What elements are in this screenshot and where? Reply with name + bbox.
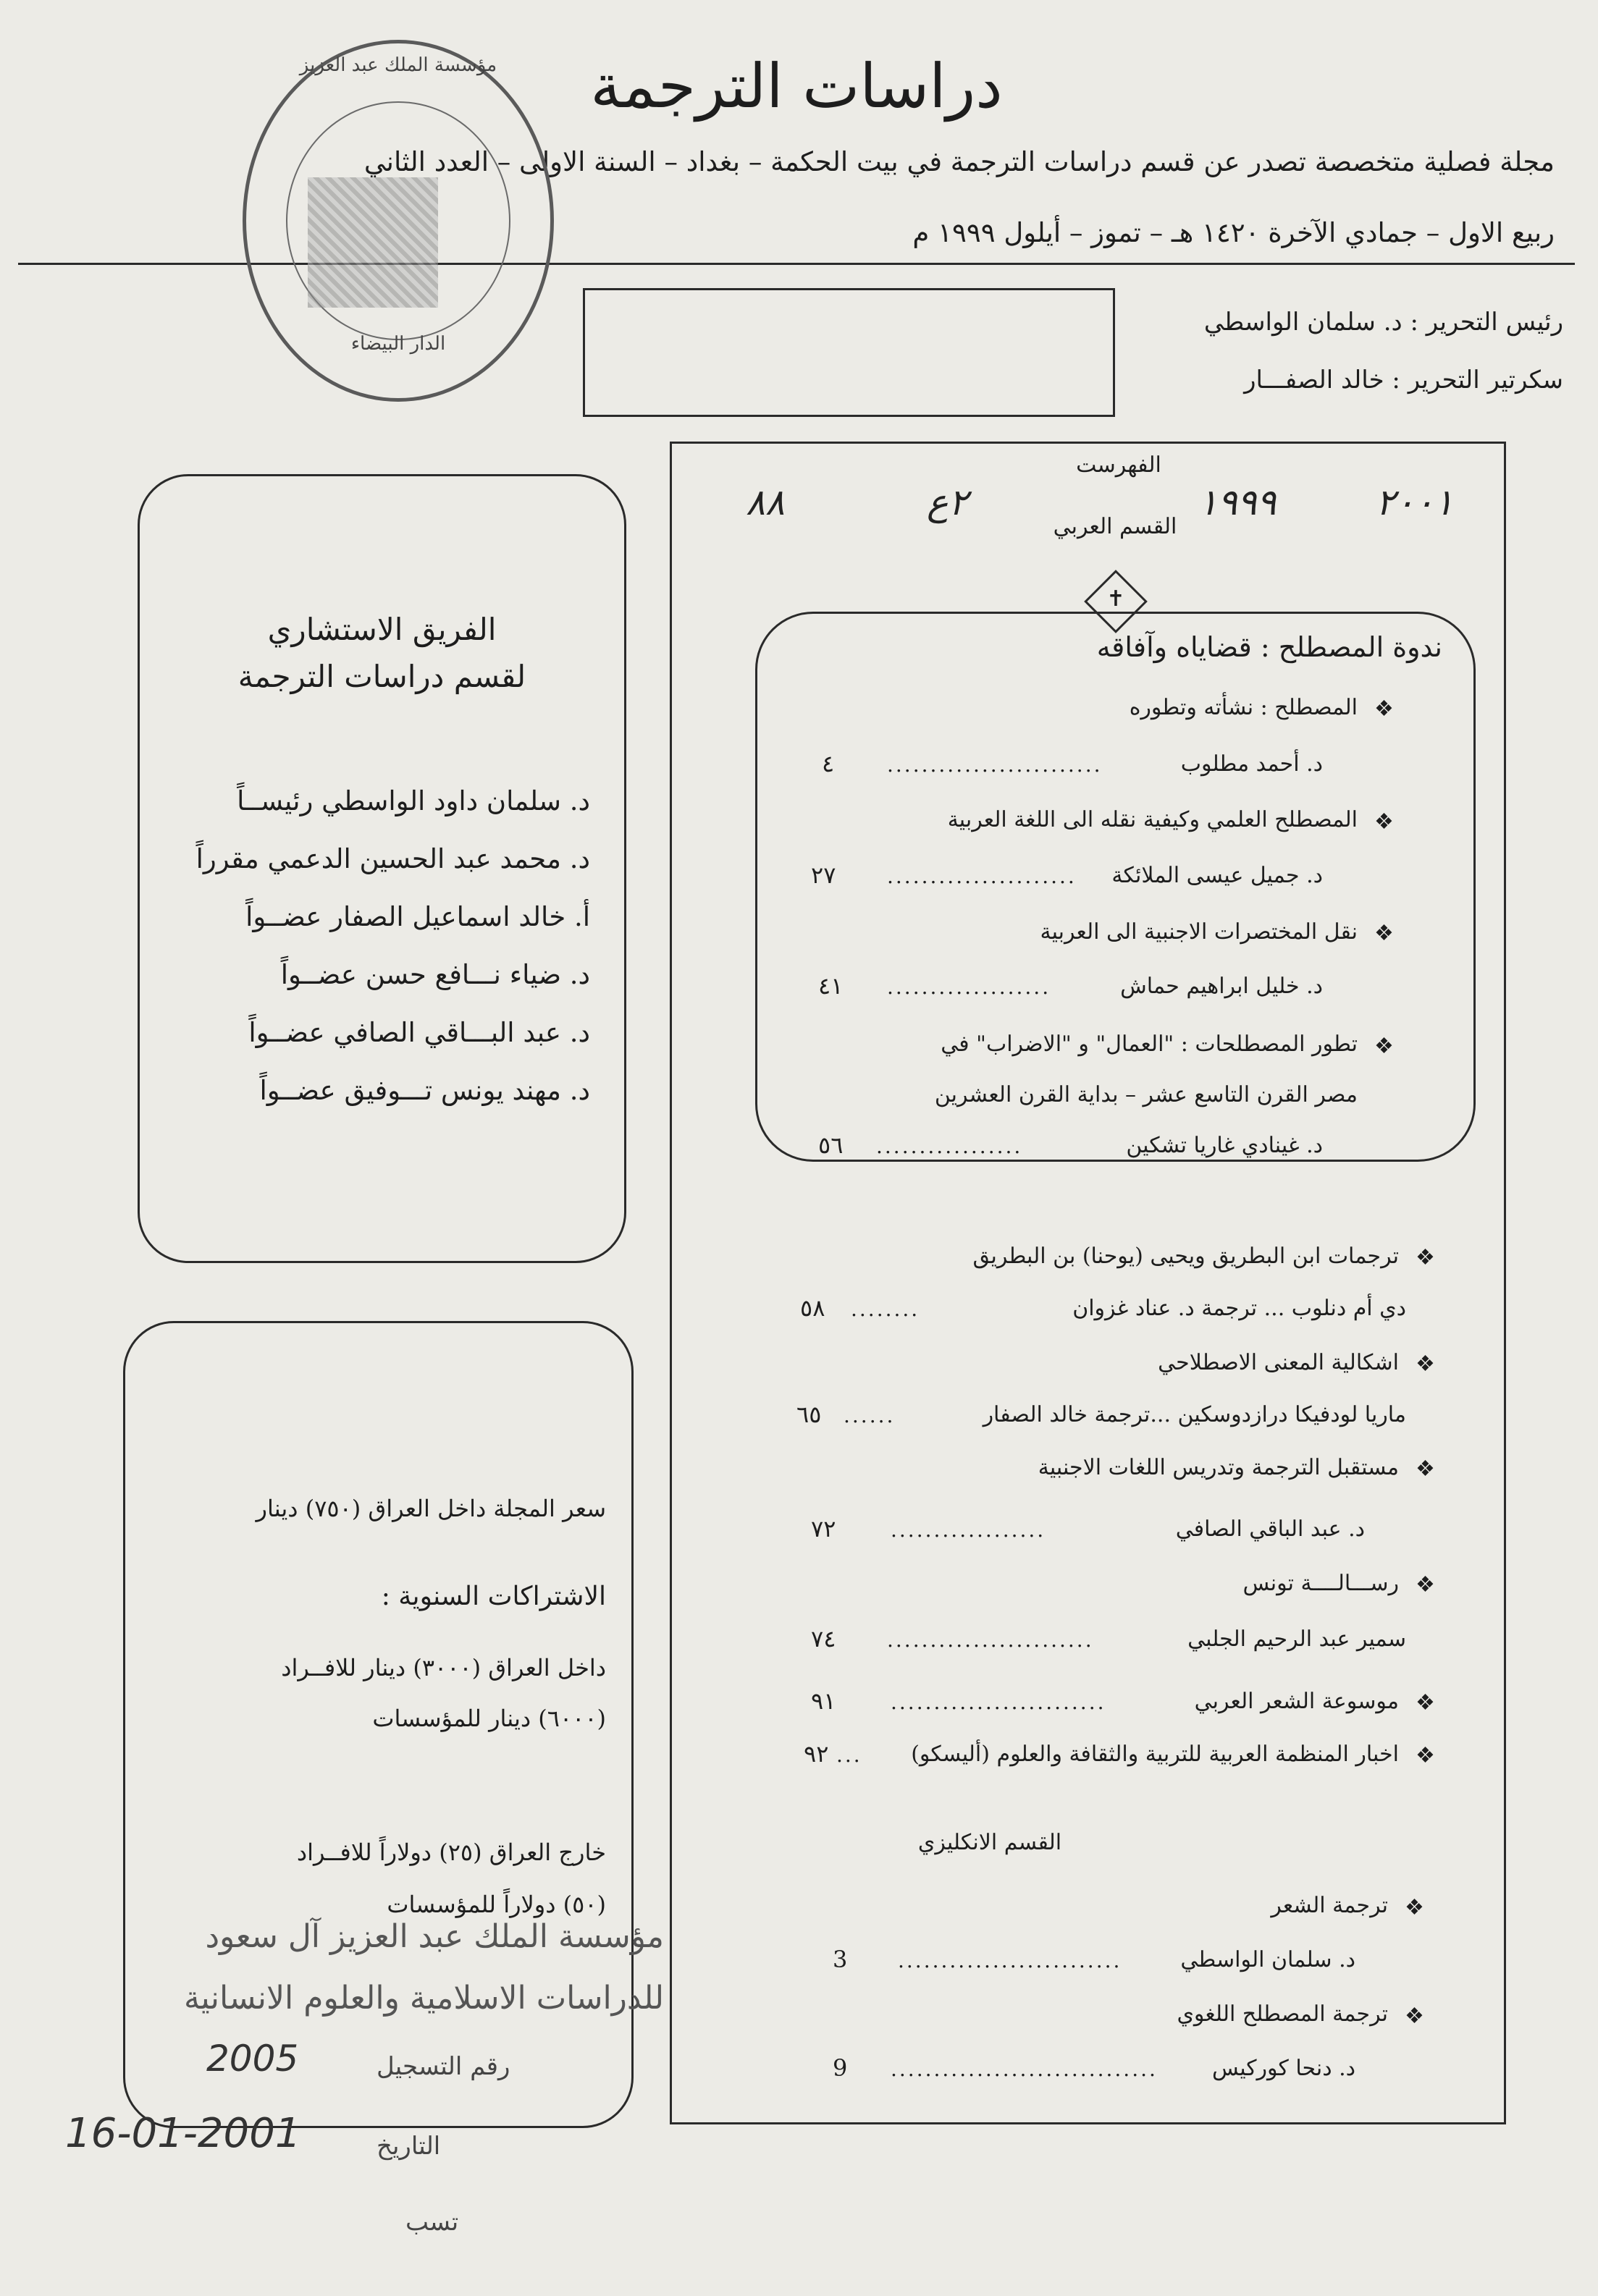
- library-stamp-line: للدراسات الاسلامية والعلوم الانسانية: [183, 1980, 664, 2017]
- advisory-member: د. مهند يونس تـــوفيق عضــواً: [259, 1075, 590, 1106]
- toc-leader: .........................: [887, 753, 1103, 777]
- toc-item-title: رســـالــــة تونس: [1242, 1571, 1399, 1596]
- bullet-icon: ❖: [1416, 1572, 1435, 1598]
- logo-glyph: ✝: [1106, 586, 1125, 612]
- issue-price: سعر المجلة داخل العراق (٧٥٠) دينار: [256, 1495, 606, 1522]
- bullet-icon: ❖: [1374, 1034, 1394, 1059]
- date-label: التاريخ: [377, 2132, 441, 2161]
- toc-item-author: د. دنحا كوركيس: [1211, 2056, 1355, 2081]
- journal-subtitle: مجلة فصلية متخصصة تصدر عن قسم دراسات الترجمة في بيت الحكمة – بغداد – السنة الاولى – العدد الثاني: [363, 146, 1555, 177]
- subscriptions-heading: الاشتراكات السنوية :: [381, 1582, 606, 1611]
- symposium-title: ندوة المصطلح : قضاياه وآفاقه: [1096, 631, 1442, 663]
- bullet-icon: ❖: [1405, 2004, 1424, 2029]
- toc-item-page: ٩١: [811, 1687, 836, 1715]
- accession-date: 16-01-2001: [65, 2110, 301, 2157]
- english-section-label: القسم الانكليزي: [917, 1830, 1062, 1855]
- advisory-member: د. ضياء نـــافع حسن عضــواً: [280, 959, 590, 990]
- toc-item-author: د. أحمد مطلوب: [1180, 751, 1323, 777]
- bullet-icon: ❖: [1405, 1895, 1424, 1920]
- toc-item-title: تطور المصطلحات : "العمال" و "الاضراب" في: [941, 1031, 1358, 1057]
- toc-item-page: ٤: [822, 750, 835, 777]
- toc-item-author: سمير عبد الرحيم الجلبي: [1187, 1626, 1406, 1652]
- toc-leader: ...: [836, 1743, 862, 1767]
- toc-item-author: د. عبد الباقي الصافي: [1175, 1516, 1365, 1542]
- journal-title: دراسات الترجمة: [590, 51, 1003, 122]
- library-stamp-line: مؤسسة الملك عبد العزيز آل سعود: [205, 1918, 664, 1955]
- toc-item-page: ٧٤: [811, 1625, 836, 1653]
- bullet-icon: ❖: [1374, 696, 1394, 722]
- subscription-outside-institutions: (٥٠) دولاراً للمؤسسات: [387, 1891, 606, 1918]
- toc-item-page: 9: [833, 2054, 848, 2082]
- bullet-icon: ❖: [1416, 1245, 1435, 1270]
- toc-item-page: 3: [833, 1946, 848, 1973]
- subscription-inside-individuals: داخل العراق (٣٠٠٠) دينار للافــراد: [281, 1654, 606, 1681]
- toc-item-title: اشكالية المعنى الاصطلاحي: [1158, 1350, 1399, 1375]
- toc-heading: الفهرست: [1076, 452, 1161, 478]
- editor-in-chief: رئيس التحرير : د. سلمان الواسطي: [1203, 308, 1563, 337]
- handwritten-note: ٨٨: [746, 481, 785, 523]
- toc-leader: .................: [876, 1134, 1023, 1158]
- toc-item-author: د. غينادي غاريا تشكين: [1126, 1133, 1323, 1158]
- toc-leader: .........................: [891, 1690, 1106, 1714]
- toc-item-page: ٦٥: [796, 1401, 822, 1428]
- toc-item-author: د. خليل ابراهيم حماش: [1120, 974, 1323, 999]
- toc-item-title: ترجمة الشعر: [1271, 1893, 1388, 1918]
- toc-item-page: ٥٨: [800, 1294, 825, 1322]
- registration-label: رقم التسجيل: [377, 2052, 510, 2081]
- stamp-top-text: مؤسسة الملك عبد العزيز: [299, 54, 497, 76]
- toc-leader: ......................: [887, 864, 1077, 888]
- toc-item-page: ٤١: [818, 972, 844, 1000]
- toc-item-title: المصطلح العلمي وكيفية نقله الى اللغة العربية: [947, 807, 1358, 832]
- toc-item-title: موسوعة الشعر العربي: [1194, 1689, 1399, 1714]
- handwritten-note: ١٩٩٩: [1198, 481, 1277, 523]
- bullet-icon: ❖: [1416, 1456, 1435, 1482]
- handwritten-note: ٢ع: [927, 481, 968, 523]
- subscription-outside-individuals: خارج العراق (٢٥) دولاراً للافــراد: [296, 1839, 606, 1866]
- handwritten-note: ٢٠٠١: [1376, 481, 1454, 523]
- toc-leader: ........................: [887, 1628, 1094, 1652]
- toc-item-title-cont: مصر القرن التاسع عشر – بداية القرن العشرين: [934, 1082, 1358, 1107]
- toc-item-title: مستقبل الترجمة وتدريس اللغات الاجنبية: [1038, 1455, 1399, 1480]
- toc-item-title: اخبار المنظمة العربية للتربية والثقافة والعلوم (أليسكو): [911, 1742, 1399, 1767]
- advisory-member: د. عبد البـــاقي الصافي عضــواً: [248, 1017, 590, 1048]
- toc-item-title: ترجمة المصطلح اللغوي: [1177, 2001, 1388, 2027]
- toc-item-page: ٩٢: [804, 1740, 829, 1768]
- toc-leader: ......: [844, 1404, 896, 1427]
- editorial-secretary: سكرتير التحرير : خالد الصفـــار: [1244, 366, 1563, 394]
- toc-item-author: د. جميل عيسى الملائكة: [1111, 863, 1323, 888]
- toc-leader: ...................: [887, 975, 1051, 999]
- advisory-member: د. محمد عبد الحسين الدعمي مقرراً: [195, 843, 590, 874]
- advisory-title: الفريق الاستشاري: [267, 612, 497, 647]
- stamp-extra-label: تسب: [405, 2208, 459, 2237]
- issue-date: ربيع الاول – جمادي الآخرة ١٤٢٠ هـ – تموز – أيلول ١٩٩٩ م: [912, 217, 1555, 248]
- toc-item-title: ترجمات ابن البطريق ويحيى (يوحنا) بن البطريق: [972, 1244, 1399, 1269]
- toc-item-title: المصطلح : نشأته وتطوره: [1129, 695, 1358, 720]
- advisory-member: د. سلمان داود الواسطي رئيســاً: [237, 785, 590, 816]
- bullet-icon: ❖: [1374, 809, 1394, 835]
- toc-item-page: ٥٦: [818, 1131, 844, 1159]
- toc-leader: ...............................: [891, 2057, 1158, 2081]
- editors-box: [583, 288, 1115, 417]
- bullet-icon: ❖: [1374, 921, 1394, 946]
- stamp-emblem-icon: [308, 177, 438, 308]
- toc-item-translator: دي أم دنلوب ... ترجمة د. عناد غزوان: [1072, 1296, 1406, 1321]
- advisory-subtitle: لقسم دراسات الترجمة: [237, 659, 526, 694]
- stamp-bottom-text: الدار البيضاء: [350, 333, 446, 355]
- toc-leader: ........: [851, 1297, 920, 1321]
- registration-number: 2005: [206, 2038, 299, 2080]
- toc-item-author: د. سلمان الواسطي: [1180, 1947, 1355, 1972]
- toc-item-translator: ماريا لودفيكا درازدوسكين ...ترجمة خالد الصفار: [983, 1402, 1406, 1427]
- toc-leader: ..........................: [898, 1949, 1122, 1972]
- bullet-icon: ❖: [1416, 1690, 1435, 1715]
- toc-item-title: نقل المختصرات الاجنبية الى العربية: [1040, 919, 1358, 945]
- advisory-member: أ. خالد اسماعيل الصفار عضــواً: [245, 901, 590, 932]
- arabic-section-label: القسم العربي: [1053, 514, 1177, 539]
- toc-item-page: ٧٢: [811, 1515, 836, 1542]
- subscription-inside-institutions: (٦٠٠٠) دينار للمؤسسات: [372, 1705, 606, 1732]
- bullet-icon: ❖: [1416, 1743, 1435, 1768]
- bullet-icon: ❖: [1416, 1351, 1435, 1377]
- toc-leader: ..................: [891, 1518, 1046, 1542]
- toc-item-page: ٢٧: [811, 861, 836, 889]
